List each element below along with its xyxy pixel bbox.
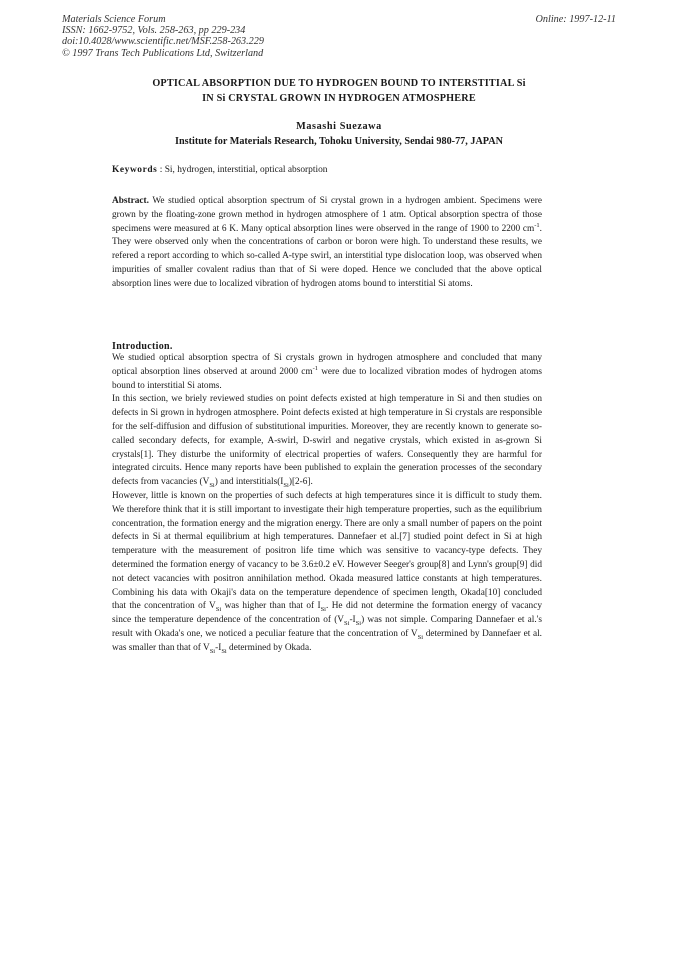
- introduction-heading: Introduction.: [112, 341, 173, 352]
- intro-paragraph-1: [112, 352, 542, 393]
- title-line-1: OPTICAL ABSORPTION DUE TO HYDROGEN BOUND TO INTERSTITIAL Si: [152, 78, 526, 89]
- subscript-si: Si: [209, 647, 216, 655]
- title-line-2: IN Si CRYSTAL GROWN IN HYDROGEN ATMOSPHERE: [202, 93, 476, 104]
- subscript-si: Si: [221, 647, 227, 655]
- intro-p3-text-d: -I: [349, 615, 356, 626]
- intro-paragraph-3: [112, 490, 542, 656]
- intro-p2-text-c: )[2-6].: [288, 477, 313, 488]
- intro-p3-text-h: determined by Okada.: [226, 642, 312, 653]
- intro-p3-text-a: However, little is known on the properties of such defects at high temperatures since it is difficult to study them. We therefore think that it is still important to investigate their high temperature properties, such as the equilibrium concentration, the formation energy and the migration energy. There are only a small number of papers on the point defects in Si at thermal equilibrium at high temperatures. Dannefaer et al.[7] studied point defect in Si at high temperature with the measurement of positron life time which was sensitive to vacancy-type defects. They determined the formation energy of vacancy to be 3.6±0.2 eV. However Seeger's group[8] and Lynn's group[9] did not detect vacancies with positron annihilation method. Okada measured lattice constants at high temperatures. Combining his data with Okaji's data on the temperature dependence of specimen length, Okada[10] concluded that the concentration of V: [112, 490, 542, 612]
- author-affiliation: Institute for Materials Research, Tohoku University, Sendai 980-77, JAPAN: [175, 136, 503, 147]
- keywords-line: [112, 164, 327, 177]
- keywords-label: Keywords: [112, 165, 158, 175]
- intro-p1-text-b: were due to localized vibration modes of hydrogen atoms bound to interstitial Si atoms.: [112, 366, 542, 391]
- abstract-superscript: -1: [534, 221, 540, 229]
- intro-p3-text-g: -I: [215, 642, 222, 653]
- intro-p3-text-f: determined by Dannefaer et al. was smaller than that of V: [112, 628, 542, 653]
- intro-paragraph-2: [112, 393, 542, 490]
- journal-header: [62, 14, 264, 59]
- abstract-text-2: . They were observed only when the concentrations of carbon or boron were high. To understand these results, we refered a report according to which so-called A-type swirl, an interstitial type dislocation loop, was observed when impurities of smaller covalent radius than that of Si were doped. Hence we concluded that the above optical absorption lines were due to localized vibration of hydrogen atoms bound to interstitial Si atoms.: [112, 223, 542, 289]
- copyright-line: © 1997 Trans Tech Publications Ltd, Switzerland: [62, 47, 264, 59]
- online-date: Online: 1997-12-11: [535, 14, 616, 25]
- intro-p3-text-c: . He did not determine the formation energy of vacancy since the temperature dependence of the concentration of (V: [112, 601, 542, 626]
- intro-p1-superscript: -1: [312, 364, 318, 372]
- subscript-si: Si: [209, 482, 215, 490]
- intro-p3-text-b: was higher than that of I: [221, 601, 321, 612]
- subscript-si: Si: [320, 606, 326, 614]
- author-name: Masashi Suezawa: [296, 121, 382, 132]
- doi-link[interactable]: doi:10.4028/www.scientific.net/MSF.258-263.229: [62, 36, 264, 48]
- intro-p2-text-b: ) and interstitials(I: [214, 477, 284, 488]
- journal-name: Materials Science Forum: [62, 14, 166, 25]
- paper-title: [60, 76, 618, 106]
- subscript-si: Si: [283, 482, 289, 490]
- abstract-text-1: We studied optical absorption spectrum of Si crystal grown in a hydrogen ambient. Specimens were grown by the floating-zone grown method in hydrogen atmosphere of 1 atm. Optical absorption spectra of those specimens were measured at 6 K. Many optical absorption lines were observed in the range of 1900 to 2200 cm: [112, 196, 542, 234]
- abstract-paragraph: [112, 195, 542, 292]
- abstract-label: Abstract.: [112, 196, 149, 206]
- keywords-text: : Si, hydrogen, interstitial, optical absorption: [157, 165, 328, 175]
- intro-p2-text-a: In this section, we briely reviewed studies on point defects existed at high temperature in Si and then studies on defects in Si grown in hydrogen atmosphere. Point defects existed at high temperature in Si crystals are responsible for the self-diffusion and diffusion of substitutional impurities. Moreover, they are recently known to generate so-called secondary defects, for example, A-swirl, D-swirl and negative crystals, which existed in as-grown Si crystals[1]. They disturbe the uniformity of electrical properties of wafers. Consequently they are harmful for integrated circuits. Hence many reports have been published to explain the generation processes of the secondary defects from vacancies (V: [112, 394, 542, 488]
- issn-line: ISSN: 1662-9752, Vols. 258-263, pp 229-234: [62, 25, 246, 37]
- subscript-si: Si: [417, 633, 424, 641]
- author-block: [60, 119, 618, 149]
- intro-p1-text-a: We studied optical absorption spectra of Si crystals grown in hydrogen atmosphere and concluded that many optical absorption lines observed at around 2000 cm: [112, 353, 542, 377]
- subscript-si: Si: [344, 620, 350, 627]
- introduction-body: [112, 352, 542, 656]
- intro-p3-text-e: ) was not simple. Comparing Dannefaer et al.'s result with Okada's one, we noticed a peculiar feature that the concentration of V: [112, 615, 542, 639]
- subscript-si: Si: [355, 620, 362, 627]
- subscript-si: Si: [215, 606, 222, 614]
